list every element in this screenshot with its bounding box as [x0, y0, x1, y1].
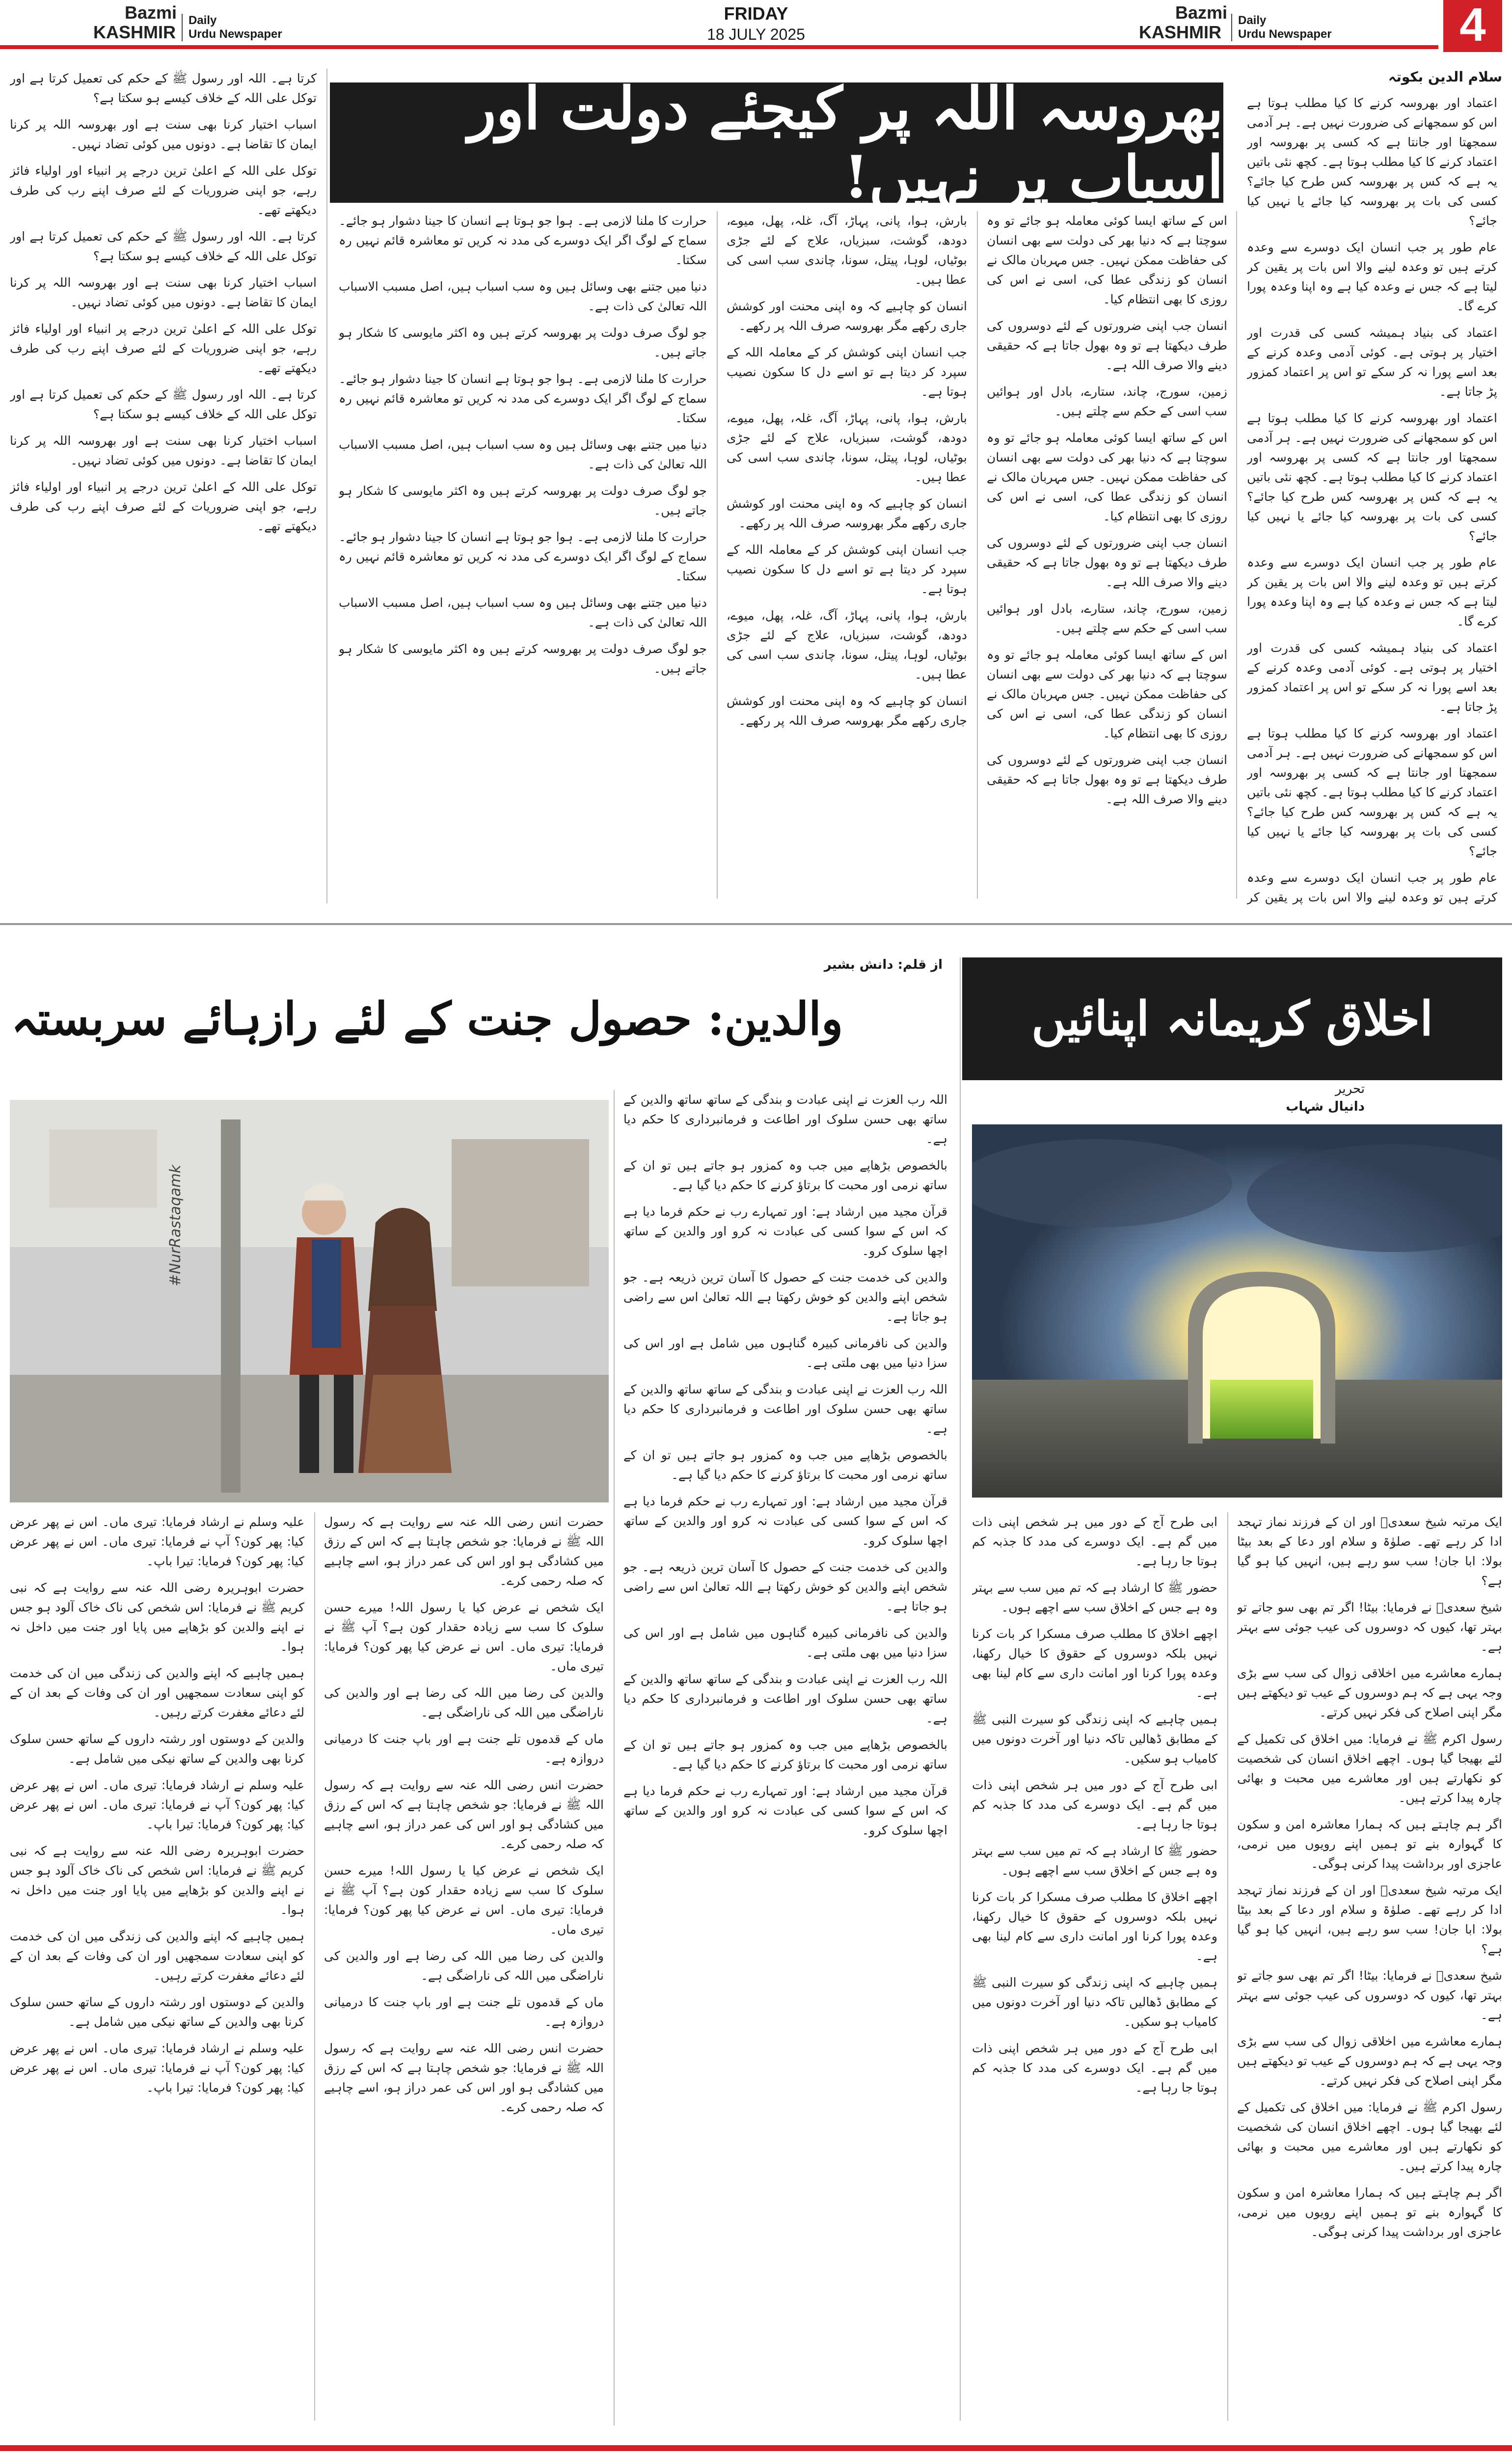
paragraph: حرارت کا ملنا لازمی ہے۔ ہوا جو ہوتا ہے انسان کا جینا دشوار ہو جائے۔ سماج کے لوگ اگر ایک دوسرے کی مدد نہ کریں تو معاشرہ قائم نہیں رہ سکتا۔ — [339, 530, 707, 583]
column-divider — [314, 1512, 315, 2421]
elderly-couple-photo — [10, 1100, 609, 1502]
paragraph: کرتا ہے۔ اللہ اور رسول ﷺ کے حکم کی تعمیل کرتا ہے اور توکل علی اللہ کے خلاف کیسے ہو سکتا ہے؟ — [10, 229, 317, 263]
paragraph: حضور ﷺ کا ارشاد ہے کہ تم میں سب سے بہتر وہ ہے جس کے اخلاق سب سے اچھے ہوں۔ — [972, 1844, 1217, 1878]
paragraph: کرتا ہے۔ اللہ اور رسول ﷺ کے حکم کی تعمیل کرتا ہے اور توکل علی اللہ کے خلاف کیسے ہو سکتا ہے؟ — [10, 71, 317, 105]
paragraph: ایک مرتبہ شیخ سعدیؒ اور ان کے فرزند نماز تہجد ادا کر رہے تھے۔ صلوٰۃ و سلام اور دعا کے بعد بیٹا بولا: ابا جان! سب سو رہے ہیں، انہیں کیا ہو گیا ہے؟ — [1237, 1515, 1502, 1588]
top-author: سلام الدین بکوتہ — [1388, 69, 1502, 85]
paragraph: عام طور پر جب انسان ایک دوسرے سے وعدہ کرتے ہیں تو وعدہ لینے والا اس بات پر یقین کر لیتا ہے کہ جس نے وعدہ کیا ہے وہ اپنا وعدہ پورا کرے گا۔ — [1247, 240, 1497, 313]
paragraph: انسان جب اپنی ضرورتوں کے لئے دوسروں کی طرف دیکھتا ہے تو وہ بھول جاتا ہے کہ حقیقی دینے والا صرف اللہ ہے۔ — [987, 753, 1227, 806]
paragraph: والدین کی نافرمانی کبیرہ گناہوں میں شامل ہے اور اس کی سزا دنیا میں بھی ملتی ہے۔ — [623, 1336, 947, 1370]
paragraph: اسباب اختیار کرنا بھی سنت ہے اور بھروسہ اللہ پر کرنا ایمان کا تقاضا ہے۔ دونوں میں کوئی تضاد نہیں۔ — [10, 117, 317, 151]
paragraph: اگر ہم چاہتے ہیں کہ ہمارا معاشرہ امن و سکون کا گہوارہ بنے تو ہمیں اپنے رویوں میں نرمی، عاجزی اور برداشت پیدا کرنی ہوگی۔ — [1237, 1817, 1502, 1871]
top-headline: بھروسہ اللہ پر کیجئے دولت اور اسباب پر نہیں! — [468, 74, 1223, 211]
paragraph: عام طور پر جب انسان ایک دوسرے سے وعدہ کرتے ہیں تو وعدہ لینے والا اس بات پر یقین کر لیتا ہے کہ جس نے وعدہ کیا ہے وہ اپنا وعدہ پورا کرے گا۔ — [1247, 555, 1497, 628]
footer-rule — [0, 2445, 1512, 2451]
paragraph: اچھے اخلاق کا مطلب صرف مسکرا کر بات کرنا نہیں بلکہ دوسروں کے حقوق کا خیال رکھنا، وعدہ پورا کرنا اور امانت داری سے کام لینا بھی ہے۔ — [972, 1890, 1217, 1963]
column-divider — [326, 69, 327, 903]
sky-portal-photo — [972, 1124, 1502, 1498]
paragraph: ماں کے قدموں تلے جنت ہے اور باپ جنت کا درمیانی دروازہ ہے۔ — [324, 1732, 604, 1766]
day-label: FRIDAY — [724, 3, 788, 24]
masthead-tag-right — [1231, 14, 1393, 41]
paragraph: ایک مرتبہ شیخ سعدیؒ اور ان کے فرزند نماز تہجد ادا کر رہے تھے۔ صلوٰۃ و سلام اور دعا کے بعد بیٹا بولا: ابا جان! سب سو رہے ہیں، انہیں کیا ہو گیا ہے؟ — [1237, 1883, 1502, 1956]
paragraph: رسول اکرم ﷺ نے فرمایا: میں اخلاق کی تکمیل کے لئے بھیجا گیا ہوں۔ اچھے اخلاق انسان کی شخصیت کو نکھارتے ہیں اور معاشرے میں محبت و بھائی چارہ پیدا کرتے ہیں۔ — [1237, 2100, 1502, 2173]
page-number: 4 — [1443, 0, 1502, 52]
elderly-couple-illustration — [10, 1100, 609, 1502]
akhlaq-byline — [1257, 1080, 1365, 1116]
tag-urdu-right: Urdu Newspaper — [1238, 27, 1332, 41]
paragraph: کرتا ہے۔ اللہ اور رسول ﷺ کے حکم کی تعمیل کرتا ہے اور توکل علی اللہ کے خلاف کیسے ہو سکتا ہے؟ — [10, 387, 317, 421]
paragraph: توکل علی اللہ کے اعلیٰ ترین درجے پر انبیاء اور اولیاء فائز رہے، جو اپنی ضروریات کے لئے صرف اپنے رب کی طرف دیکھتے تھے۔ — [10, 322, 317, 375]
paragraph: بارش، ہوا، پانی، پہاڑ، آگ، غلہ، پھل، میوے، دودھ، گوشت، سبزیاں، علاج کے لئے جڑی بوٹیاں، لوہا، پیتل، سونا، چاندی سب اسی کی عطا ہیں۔ — [727, 608, 967, 682]
paragraph: شیخ سعدیؒ نے فرمایا: بیٹا! اگر تم بھی سو جاتے تو بہتر تھا، کیوں کہ دوسروں کی عیب جوئی سے بہتر ہے۔ — [1237, 1968, 1502, 2022]
paragraph: ابی طرح آج کے دور میں ہر شخص اپنی ذات میں گم ہے۔ ایک دوسرے کی مدد کا جذبہ کم ہوتا جا رہا ہے۔ — [972, 1778, 1217, 1831]
brand-line2-right: KASHMIR — [1139, 22, 1221, 42]
paragraph: والدین کی رضا میں اللہ کی رضا ہے اور والدین کی ناراضگی میں اللہ کی ناراضگی ہے۔ — [324, 1686, 604, 1719]
paragraph: اللہ رب العزت نے اپنی عبادت و بندگی کے ساتھ ساتھ والدین کے ساتھ بھی حسن سلوک اور اطاعت و فرمانبرداری کا حکم دیا ہے۔ — [623, 1092, 947, 1146]
paragraph: بارش، ہوا، پانی، پہاڑ، آگ، غلہ، پھل، میوے، دودھ، گوشت، سبزیاں، علاج کے لئے جڑی بوٹیاں، لوہا، پیتل، سونا، چاندی سب اسی کی عطا ہیں۔ — [727, 411, 967, 484]
paragraph: والدین کے دوستوں اور رشتہ داروں کے ساتھ حسن سلوک کرنا بھی والدین کے ساتھ نیکی میں شامل ہے۔ — [10, 1732, 304, 1766]
paragraph: جو لوگ صرف دولت پر بھروسہ کرتے ہیں وہ اکثر مایوسی کا شکار ہو جاتے ہیں۔ — [339, 484, 707, 518]
paragraph: جب انسان اپنی کوشش کر کے معاملہ اللہ کے سپرد کر دیتا ہے تو اسے دل کا سکون نصیب ہوتا ہے۔ — [727, 345, 967, 399]
paragraph: اعتماد اور بھروسہ کرنے کا کیا مطلب ہوتا ہے اس کو سمجھانے کی ضرورت نہیں ہے۔ ہر آدمی سمجھتا اور جانتا ہے کہ کسی پر بھروسہ اور اعتماد کرنے کا کیا مطلب ہوتا ہے۔ کچھ نئی باتیں یہ ہے کہ کس پر بھروسہ کس طرح کیا جائے؟ کسی کی بات پر بھروسہ کیا جائے یا نہیں کیا جائے؟ — [1247, 411, 1497, 543]
akhlaq-headline-box — [962, 957, 1502, 1080]
column-divider — [960, 957, 961, 2421]
paragraph: اس کے ساتھ ایسا کوئی معاملہ ہو جائے تو وہ سوچتا ہے کہ دنیا بھر کی دولت سے بھی انسان کی حفاظت ممکن نہیں۔ جس مہربان مالک نے انسان کو زندگی عطا کی، اسی نے اس کی روزی کا بھی انتظام کیا۔ — [987, 431, 1227, 523]
column-divider — [614, 1090, 615, 2426]
paragraph: والدین کی خدمت جنت کے حصول کا آسان ترین ذریعہ ہے۔ جو شخص اپنے والدین کو خوش رکھتا ہے اللہ تعالیٰ اس سے راضی ہو جاتا ہے۔ — [623, 1270, 947, 1324]
paragraph: زمین، سورج، چاند، ستارے، بادل اور ہوائیں سب اسی کے حکم سے چلتے ہیں۔ — [987, 601, 1227, 635]
brand-line1-right: Bazmi — [1175, 2, 1227, 23]
top-col-4 — [339, 211, 707, 908]
masthead-brand-right — [1139, 3, 1227, 42]
paragraph: بالخصوص بڑھاپے میں جب وہ کمزور ہو جاتے ہیں تو ان کے ساتھ نرمی اور محبت کا برتاؤ کرنے کا حکم دیا گیا ہے۔ — [623, 1738, 947, 1772]
paragraph: ہمیں چاہیے کہ اپنے والدین کی زندگی میں ان کی خدمت کو اپنی سعادت سمجھیں اور ان کی وفات کے بعد ان کے لئے دعائے مغفرت کرتے رہیں۔ — [10, 1929, 304, 1983]
paragraph: اسباب اختیار کرنا بھی سنت ہے اور بھروسہ اللہ پر کرنا ایمان کا تقاضا ہے۔ دونوں میں کوئی تضاد نہیں۔ — [10, 434, 317, 467]
paragraph: والدین کی نافرمانی کبیرہ گناہوں میں شامل ہے اور اس کی سزا دنیا میں بھی ملتی ہے۔ — [623, 1626, 947, 1660]
walidain-col-1 — [623, 1090, 947, 2435]
brand-line1: Bazmi — [124, 2, 177, 23]
masthead-rule — [0, 45, 1438, 49]
top-headline-box — [330, 74, 1223, 211]
paragraph: ہمیں چاہیے کہ اپنی زندگی کو سیرت النبی ﷺ کے مطابق ڈھالیں تاکہ دنیا اور آخرت دونوں میں کامیاب ہو سکیں۔ — [972, 1975, 1217, 2029]
paragraph: اچھے اخلاق کا مطلب صرف مسکرا کر بات کرنا نہیں بلکہ دوسروں کے حقوق کا خیال رکھنا، وعدہ پورا کرنا اور امانت داری سے کام لینا بھی ہے۔ — [972, 1627, 1217, 1700]
paragraph: والدین کی رضا میں اللہ کی رضا ہے اور والدین کی ناراضگی میں اللہ کی ناراضگی ہے۔ — [324, 1949, 604, 1983]
paragraph: اس کے ساتھ ایسا کوئی معاملہ ہو جائے تو وہ سوچتا ہے کہ دنیا بھر کی دولت سے بھی انسان کی حفاظت ممکن نہیں۔ جس مہربان مالک نے انسان کو زندگی عطا کی، اسی نے اس کی روزی کا بھی انتظام کیا۔ — [987, 214, 1227, 306]
paragraph: اعتماد اور بھروسہ کرنے کا کیا مطلب ہوتا ہے اس کو سمجھانے کی ضرورت نہیں ہے۔ ہر آدمی سمجھتا اور جانتا ہے کہ کسی پر بھروسہ اور اعتماد کرنے کا کیا مطلب ہوتا ہے۔ کچھ نئی باتیں یہ ہے کہ کس پر بھروسہ کس طرح کیا جائے؟ کسی کی بات پر بھروسہ کیا جائے یا نہیں کیا جائے؟ — [1247, 96, 1497, 228]
paragraph: اس کے ساتھ ایسا کوئی معاملہ ہو جائے تو وہ سوچتا ہے کہ دنیا بھر کی دولت سے بھی انسان کی حفاظت ممکن نہیں۔ جس مہربان مالک نے انسان کو زندگی عطا کی، اسی نے اس کی روزی کا بھی انتظام کیا۔ — [987, 648, 1227, 740]
top-col-1 — [1247, 93, 1497, 908]
column-divider — [977, 211, 978, 899]
akhlaq-col-2 — [972, 1512, 1217, 2435]
paragraph: والدین کے دوستوں اور رشتہ داروں کے ساتھ حسن سلوک کرنا بھی والدین کے ساتھ نیکی میں شامل ہے۔ — [10, 1995, 304, 2029]
paragraph: انسان جب اپنی ضرورتوں کے لئے دوسروں کی طرف دیکھتا ہے تو وہ بھول جاتا ہے کہ حقیقی دینے والا صرف اللہ ہے۔ — [987, 319, 1227, 372]
paragraph: ابی طرح آج کے دور میں ہر شخص اپنی ذات میں گم ہے۔ ایک دوسرے کی مدد کا جذبہ کم ہوتا جا رہا ہے۔ — [972, 2041, 1217, 2095]
paragraph: جب انسان اپنی کوشش کر کے معاملہ اللہ کے سپرد کر دیتا ہے تو اسے دل کا سکون نصیب ہوتا ہے۔ — [727, 543, 967, 596]
paragraph: انسان کو چاہیے کہ وہ اپنی محنت اور کوشش جاری رکھے مگر بھروسہ صرف اللہ پر رکھے۔ — [727, 299, 967, 333]
paragraph: علیہ وسلم نے ارشاد فرمایا: تیری ماں۔ اس نے پھر عرض کیا: پھر کون؟ آپ نے فرمایا: تیری ماں۔ اس نے پھر عرض کیا: پھر کون؟ فرمایا: تیرا باپ۔ — [10, 1778, 304, 1831]
paragraph: قرآن مجید میں ارشاد ہے: اور تمہارے رب نے حکم فرما دیا ہے کہ اس کے سوا کسی کی عبادت نہ کرو اور والدین کے ساتھ اچھا سلوک کرو۔ — [623, 1494, 947, 1548]
paragraph: ہمارے معاشرے میں اخلاقی زوال کی سب سے بڑی وجہ یہی ہے کہ ہم دوسروں کے عیب تو دیکھتے ہیں مگر اپنی اصلاح کی فکر نہیں کرتے۔ — [1237, 2034, 1502, 2088]
paragraph: حضرت ابوہریرہ رضی اللہ عنہ سے روایت ہے کہ نبی کریم ﷺ نے فرمایا: اس شخص کی ناک خاک آلود ہو جس نے اپنے والدین کو بڑھاپے میں پایا اور جنت میں داخل نہ ہوا۔ — [10, 1581, 304, 1654]
paragraph: حضرت انس رضی اللہ عنہ سے روایت ہے کہ رسول اللہ ﷺ نے فرمایا: جو شخص چاہتا ہے کہ اس کے رزق میں کشادگی ہو اور اس کی عمر دراز ہو، اسے چاہیے کہ صلہ رحمی کرے۔ — [324, 2041, 604, 2114]
column-divider — [717, 211, 718, 899]
paragraph: اعتماد اور بھروسہ کرنے کا کیا مطلب ہوتا ہے اس کو سمجھانے کی ضرورت نہیں ہے۔ ہر آدمی سمجھتا اور جانتا ہے کہ کسی پر بھروسہ اور اعتماد کرنے کا کیا مطلب ہوتا ہے۔ کچھ نئی باتیں یہ ہے کہ کس پر بھروسہ کس طرح کیا جائے؟ کسی کی بات پر بھروسہ کیا جائے یا نہیں کیا جائے؟ — [1247, 726, 1497, 858]
paragraph: حضور ﷺ کا ارشاد ہے کہ تم میں سب سے بہتر وہ ہے جس کے اخلاق سب سے اچھے ہوں۔ — [972, 1581, 1217, 1614]
paragraph: ایک شخص نے عرض کیا یا رسول اللہ! میرے حسن سلوک کا سب سے زیادہ حقدار کون ہے؟ آپ ﷺ نے فرمایا: تیری ماں۔ اس نے عرض کیا پھر کون؟ فرمایا: تیری ماں۔ — [324, 1863, 604, 1937]
tag-daily-right: Daily — [1238, 14, 1267, 27]
column-divider — [1227, 1512, 1228, 2421]
paragraph: قرآن مجید میں ارشاد ہے: اور تمہارے رب نے حکم فرما دیا ہے کہ اس کے سوا کسی کی عبادت نہ کرو اور والدین کے ساتھ اچھا سلوک کرو۔ — [623, 1784, 947, 1837]
paragraph: رسول اکرم ﷺ نے فرمایا: میں اخلاق کی تکمیل کے لئے بھیجا گیا ہوں۔ اچھے اخلاق انسان کی شخصیت کو نکھارتے ہیں اور معاشرے میں محبت و بھائی چارہ پیدا کرتے ہیں۔ — [1237, 1732, 1502, 1805]
paragraph: جو لوگ صرف دولت پر بھروسہ کرتے ہیں وہ اکثر مایوسی کا شکار ہو جاتے ہیں۔ — [339, 642, 707, 676]
brand-line2: KASHMIR — [93, 22, 176, 42]
paragraph: دنیا میں جتنے بھی وسائل ہیں وہ سب اسباب ہیں، اصل مسبب الاسباب اللہ تعالیٰ کی ذات ہے۔ — [339, 279, 707, 313]
top-col-5 — [10, 69, 317, 908]
paragraph: دنیا میں جتنے بھی وسائل ہیں وہ سب اسباب ہیں، اصل مسبب الاسباب اللہ تعالیٰ کی ذات ہے۔ — [339, 596, 707, 629]
sky-portal-illustration — [972, 1124, 1502, 1498]
paragraph: حضرت ابوہریرہ رضی اللہ عنہ سے روایت ہے کہ نبی کریم ﷺ نے فرمایا: اس شخص کی ناک خاک آلود ہو جس نے اپنے والدین کو بڑھاپے میں پایا اور جنت میں داخل نہ ہوا۔ — [10, 1844, 304, 1917]
paragraph: اسباب اختیار کرنا بھی سنت ہے اور بھروسہ اللہ پر کرنا ایمان کا تقاضا ہے۔ دونوں میں کوئی تضاد نہیں۔ — [10, 275, 317, 309]
paragraph: ابی طرح آج کے دور میں ہر شخص اپنی ذات میں گم ہے۔ ایک دوسرے کی مدد کا جذبہ کم ہوتا جا رہا ہے۔ — [972, 1515, 1217, 1568]
paragraph: زمین، سورج، چاند، ستارے، بادل اور ہوائیں سب اسی کے حکم سے چلتے ہیں۔ — [987, 384, 1227, 418]
paragraph: ماں کے قدموں تلے جنت ہے اور باپ جنت کا درمیانی دروازہ ہے۔ — [324, 1995, 604, 2029]
paragraph: بارش، ہوا، پانی، پہاڑ، آگ، غلہ، پھل، میوے، دودھ، گوشت، سبزیاں، علاج کے لئے جڑی بوٹیاں، لوہا، پیتل، سونا، چاندی سب اسی کی عطا ہیں۔ — [727, 214, 967, 287]
masthead — [0, 0, 1512, 59]
walidain-col-3 — [10, 1512, 304, 2435]
paragraph: انسان کو چاہیے کہ وہ اپنی محنت اور کوشش جاری رکھے مگر بھروسہ صرف اللہ پر رکھے۔ — [727, 496, 967, 530]
date-label: 18 JULY 2025 — [707, 26, 805, 43]
paragraph: علیہ وسلم نے ارشاد فرمایا: تیری ماں۔ اس نے پھر عرض کیا: پھر کون؟ آپ نے فرمایا: تیری ماں۔ اس نے پھر عرض کیا: پھر کون؟ فرمایا: تیرا باپ۔ — [10, 2041, 304, 2095]
paragraph: حضرت انس رضی اللہ عنہ سے روایت ہے کہ رسول اللہ ﷺ نے فرمایا: جو شخص چاہتا ہے کہ اس کے رزق میں کشادگی ہو اور اس کی عمر دراز ہو، اسے چاہیے کہ صلہ رحمی کرے۔ — [324, 1778, 604, 1851]
paragraph: اعتماد کی بنیاد ہمیشہ کسی کی قدرت اور اختیار پر ہوتی ہے۔ کوئی آدمی وعدہ کرنے کے بعد اسے پورا نہ کر سکے تو اس پر اعتماد کمزور پڑ جاتا ہے۔ — [1247, 326, 1497, 399]
paragraph: قرآن مجید میں ارشاد ہے: اور تمہارے رب نے حکم فرما دیا ہے کہ اس کے سوا کسی کی عبادت نہ کرو اور والدین کے ساتھ اچھا سلوک کرو۔ — [623, 1204, 947, 1258]
paragraph: بالخصوص بڑھاپے میں جب وہ کمزور ہو جاتے ہیں تو ان کے ساتھ نرمی اور محبت کا برتاؤ کرنے کا حکم دیا گیا ہے۔ — [623, 1448, 947, 1482]
column-divider — [1236, 211, 1237, 899]
paragraph: انسان کو چاہیے کہ وہ اپنی محنت اور کوشش جاری رکھے مگر بھروسہ صرف اللہ پر رکھے۔ — [727, 694, 967, 728]
paragraph: توکل علی اللہ کے اعلیٰ ترین درجے پر انبیاء اور اولیاء فائز رہے، جو اپنی ضروریات کے لئے صرف اپنے رب کی طرف دیکھتے تھے۔ — [10, 480, 317, 533]
paragraph: انسان جب اپنی ضرورتوں کے لئے دوسروں کی طرف دیکھتا ہے تو وہ بھول جاتا ہے کہ حقیقی دینے والا صرف اللہ ہے۔ — [987, 536, 1227, 589]
akhlaq-col-1 — [1237, 1512, 1502, 2435]
masthead-tag-left — [182, 14, 344, 41]
masthead-date — [638, 3, 874, 44]
paragraph: شیخ سعدیؒ نے فرمایا: بیٹا! اگر تم بھی سو جاتے تو بہتر تھا، کیوں کہ دوسروں کی عیب جوئی سے بہتر ہے۔ — [1237, 1600, 1502, 1654]
tag-urdu: Urdu Newspaper — [189, 27, 282, 41]
walidain-author: از قلم: دانش بشیر — [824, 957, 943, 972]
section-divider — [0, 923, 1512, 925]
paragraph: دنیا میں جتنے بھی وسائل ہیں وہ سب اسباب ہیں، اصل مسبب الاسباب اللہ تعالیٰ کی ذات ہے۔ — [339, 437, 707, 471]
paragraph: جو لوگ صرف دولت پر بھروسہ کرتے ہیں وہ اکثر مایوسی کا شکار ہو جاتے ہیں۔ — [339, 326, 707, 359]
paragraph: اللہ رب العزت نے اپنی عبادت و بندگی کے ساتھ ساتھ والدین کے ساتھ بھی حسن سلوک اور اطاعت و فرمانبرداری کا حکم دیا ہے۔ — [623, 1382, 947, 1436]
author-label: تحریر — [1335, 1082, 1365, 1096]
paragraph: علیہ وسلم نے ارشاد فرمایا: تیری ماں۔ اس نے پھر عرض کیا: پھر کون؟ آپ نے فرمایا: تیری ماں۔ اس نے پھر عرض کیا: پھر کون؟ فرمایا: تیرا باپ۔ — [10, 1515, 304, 1568]
paragraph: بالخصوص بڑھاپے میں جب وہ کمزور ہو جاتے ہیں تو ان کے ساتھ نرمی اور محبت کا برتاؤ کرنے کا حکم دیا گیا ہے۔ — [623, 1158, 947, 1192]
paragraph: اگر ہم چاہتے ہیں کہ ہمارا معاشرہ امن و سکون کا گہوارہ بنے تو ہمیں اپنے رویوں میں نرمی، عاجزی اور برداشت پیدا کرنی ہوگی۔ — [1237, 2185, 1502, 2239]
paragraph: اعتماد کی بنیاد ہمیشہ کسی کی قدرت اور اختیار پر ہوتی ہے۔ کوئی آدمی وعدہ کرنے کے بعد اسے پورا نہ کر سکے تو اس پر اعتماد کمزور پڑ جاتا ہے۔ — [1247, 641, 1497, 714]
paragraph: والدین کی خدمت جنت کے حصول کا آسان ترین ذریعہ ہے۔ جو شخص اپنے والدین کو خوش رکھتا ہے اللہ تعالیٰ اس سے راضی ہو جاتا ہے۔ — [623, 1560, 947, 1613]
akhlaq-headline: اخلاق کریمانہ اپنائیں — [1031, 991, 1433, 1046]
paragraph: حرارت کا ملنا لازمی ہے۔ ہوا جو ہوتا ہے انسان کا جینا دشوار ہو جائے۔ سماج کے لوگ اگر ایک دوسرے کی مدد نہ کریں تو معاشرہ قائم نہیں رہ سکتا۔ — [339, 372, 707, 425]
tag-daily: Daily — [189, 14, 217, 27]
paragraph: عام طور پر جب انسان ایک دوسرے سے وعدہ کرتے ہیں تو وعدہ لینے والا اس بات پر یقین کر — [1247, 871, 1497, 904]
paragraph: حضرت انس رضی اللہ عنہ سے روایت ہے کہ رسول اللہ ﷺ نے فرمایا: جو شخص چاہتا ہے کہ اس کے رزق میں کشادگی ہو اور اس کی عمر دراز ہو، اسے چاہیے کہ صلہ رحمی کرے۔ — [324, 1515, 604, 1588]
paragraph: ہمیں چاہیے کہ اپنی زندگی کو سیرت النبی ﷺ کے مطابق ڈھالیں تاکہ دنیا اور آخرت دونوں میں کامیاب ہو سکیں۔ — [972, 1712, 1217, 1766]
top-col-2 — [987, 211, 1227, 908]
top-col-3 — [727, 211, 967, 908]
masthead-brand-left — [93, 3, 177, 42]
paragraph: حرارت کا ملنا لازمی ہے۔ ہوا جو ہوتا ہے انسان کا جینا دشوار ہو جائے۔ سماج کے لوگ اگر ایک دوسرے کی مدد نہ کریں تو معاشرہ قائم نہیں رہ سکتا۔ — [339, 214, 707, 267]
paragraph: اللہ رب العزت نے اپنی عبادت و بندگی کے ساتھ ساتھ والدین کے ساتھ بھی حسن سلوک اور اطاعت و فرمانبرداری کا حکم دیا ہے۔ — [623, 1672, 947, 1725]
paragraph: ایک شخص نے عرض کیا یا رسول اللہ! میرے حسن سلوک کا سب سے زیادہ حقدار کون ہے؟ آپ ﷺ نے فرمایا: تیری ماں۔ اس نے عرض کیا پھر کون؟ فرمایا: تیری ماں۔ — [324, 1600, 604, 1673]
paragraph: ہمارے معاشرے میں اخلاقی زوال کی سب سے بڑی وجہ یہی ہے کہ ہم دوسروں کے عیب تو دیکھتے ہیں مگر اپنی اصلاح کی فکر نہیں کرتے۔ — [1237, 1666, 1502, 1719]
walidain-col-2 — [324, 1512, 604, 2435]
walidain-headline: والدین: حصول جنت کے لئے رازہائے سربستہ — [11, 992, 843, 1045]
paragraph: ہمیں چاہیے کہ اپنے والدین کی زندگی میں ان کی خدمت کو اپنی سعادت سمجھیں اور ان کی وفات کے بعد ان کے لئے دعائے مغفرت کرتے رہیں۔ — [10, 1666, 304, 1719]
paragraph: توکل علی اللہ کے اعلیٰ ترین درجے پر انبیاء اور اولیاء فائز رہے، جو اپنی ضروریات کے لئے صرف اپنے رب کی طرف دیکھتے تھے۔ — [10, 164, 317, 217]
author-name: دانیال شہاب — [1286, 1099, 1365, 1114]
photo-watermark: #NurRastaqamk — [167, 1165, 184, 1286]
